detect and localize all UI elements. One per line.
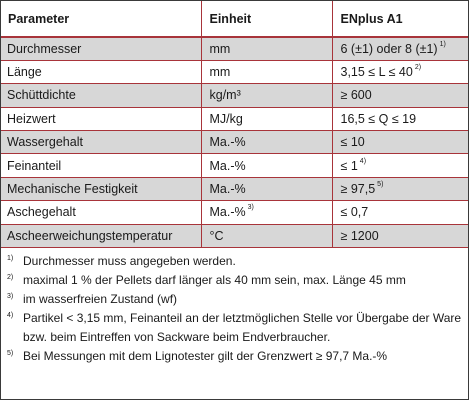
header-unit: Einheit [201, 1, 332, 37]
cell-unit-text: Ma.-% [209, 182, 246, 197]
cell-value [332, 107, 468, 130]
cell-parameter [1, 84, 201, 107]
cell-unit-text: Ma.-% [209, 135, 246, 150]
cell-value-text: ≥ 97,5 [340, 182, 376, 197]
cell-parameter [1, 37, 201, 60]
cell-unit-text: MJ/kg [209, 111, 243, 126]
footnote-ref: 2) [414, 64, 422, 72]
footnote-mark: 4) [7, 312, 14, 320]
cell-value [332, 177, 468, 200]
table-row [1, 107, 468, 130]
cell-parameter [1, 60, 201, 83]
footnote-mark: 2) [7, 274, 14, 282]
cell-unit-text: mm [209, 65, 231, 80]
cell-parameter-text: Länge [7, 65, 42, 80]
cell-value-text: ≤ 1 [340, 158, 358, 173]
cell-unit-text: mm [209, 41, 231, 56]
cell-parameter-text: Aschegehalt [7, 205, 76, 220]
cell-value-text: ≤ 0,7 [340, 205, 369, 220]
cell-unit [201, 177, 332, 200]
cell-unit [201, 37, 332, 60]
footnote-text: im wasserfreien Zustand (wf) [23, 292, 178, 307]
cell-unit [201, 84, 332, 107]
cell-parameter [1, 131, 201, 154]
cell-unit [201, 107, 332, 130]
footnote-ref: 3) [247, 204, 254, 212]
cell-value-text: ≥ 600 [340, 88, 372, 103]
cell-unit [201, 154, 332, 177]
cell-value [332, 37, 468, 60]
cell-value-text: ≥ 1200 [340, 228, 379, 243]
footnote-item [7, 290, 462, 309]
cell-parameter-text: Ascheerweichungstemperatur [7, 228, 173, 243]
cell-unit-text: kg/m³ [209, 88, 241, 103]
cell-parameter [1, 201, 201, 224]
cell-unit-text: Ma.-% [209, 158, 246, 173]
footnote-item [7, 309, 462, 347]
cell-value [332, 84, 468, 107]
table-row [1, 177, 468, 200]
cell-value [332, 154, 468, 177]
table-row [1, 60, 468, 83]
cell-value-text: 3,15 ≤ L ≤ 40 [340, 65, 413, 80]
table-row [1, 201, 468, 224]
table-row [1, 224, 468, 247]
header-row [1, 1, 468, 37]
footnote-mark: 3) [7, 293, 14, 301]
cell-unit [201, 131, 332, 154]
footnote-item [7, 271, 462, 290]
cell-parameter [1, 224, 201, 247]
cell-value-text: ≤ 10 [340, 135, 365, 150]
table-row [1, 84, 468, 107]
table-row [1, 131, 468, 154]
cell-parameter [1, 154, 201, 177]
cell-unit-text: Ma.-% [209, 205, 246, 220]
footnote-ref: 1) [439, 40, 446, 48]
footnote-text: maximal 1 % der Pellets darf länger als 40 mm sein, max. Länge 45 mm [23, 273, 406, 288]
cell-unit-text: °C [209, 228, 224, 243]
header-enplus-a1: ENplus A1 [332, 1, 468, 37]
footnote-ref: 5) [377, 181, 384, 189]
cell-parameter-text: Mechanische Festigkeit [7, 182, 138, 197]
cell-value [332, 131, 468, 154]
footnote-item [7, 347, 462, 366]
footnote-text: Durchmesser muss angegeben werden. [23, 254, 236, 269]
cell-value [332, 201, 468, 224]
cell-parameter [1, 107, 201, 130]
footnote-mark: 1) [7, 255, 14, 263]
cell-parameter [1, 177, 201, 200]
cell-parameter-text: Feinanteil [7, 158, 62, 173]
cell-value-text: 6 (±1) oder 8 (±1) [340, 41, 438, 56]
cell-unit [201, 60, 332, 83]
cell-parameter-text: Schüttdichte [7, 88, 76, 103]
footnote-mark: 5) [7, 350, 14, 358]
table-body [1, 37, 468, 248]
cell-parameter-text: Heizwert [7, 111, 56, 126]
cell-unit [201, 201, 332, 224]
cell-value [332, 60, 468, 83]
footnote-ref: 4) [359, 157, 367, 165]
header-parameter: Parameter [1, 1, 201, 37]
footnote-text: Partikel < 3,15 mm, Feinanteil an der letztmöglichen Stelle vor Übergabe der Ware bzw. beim Eintreffen von Sackware beim Endverbraucher. [23, 311, 462, 345]
cell-parameter-text: Wassergehalt [7, 135, 83, 150]
footnotes [1, 248, 468, 366]
table-row [1, 154, 468, 177]
cell-parameter-text: Durchmesser [7, 41, 82, 56]
footnote-item [7, 252, 462, 271]
footnote-text: Bei Messungen mit dem Lignotester gilt der Grenzwert ≥ 97,7 Ma.-% [23, 349, 388, 364]
table-row [1, 37, 468, 60]
cell-value [332, 224, 468, 247]
cell-unit [201, 224, 332, 247]
cell-value-text: 16,5 ≤ Q ≤ 19 [340, 111, 417, 126]
spec-table [1, 1, 468, 248]
